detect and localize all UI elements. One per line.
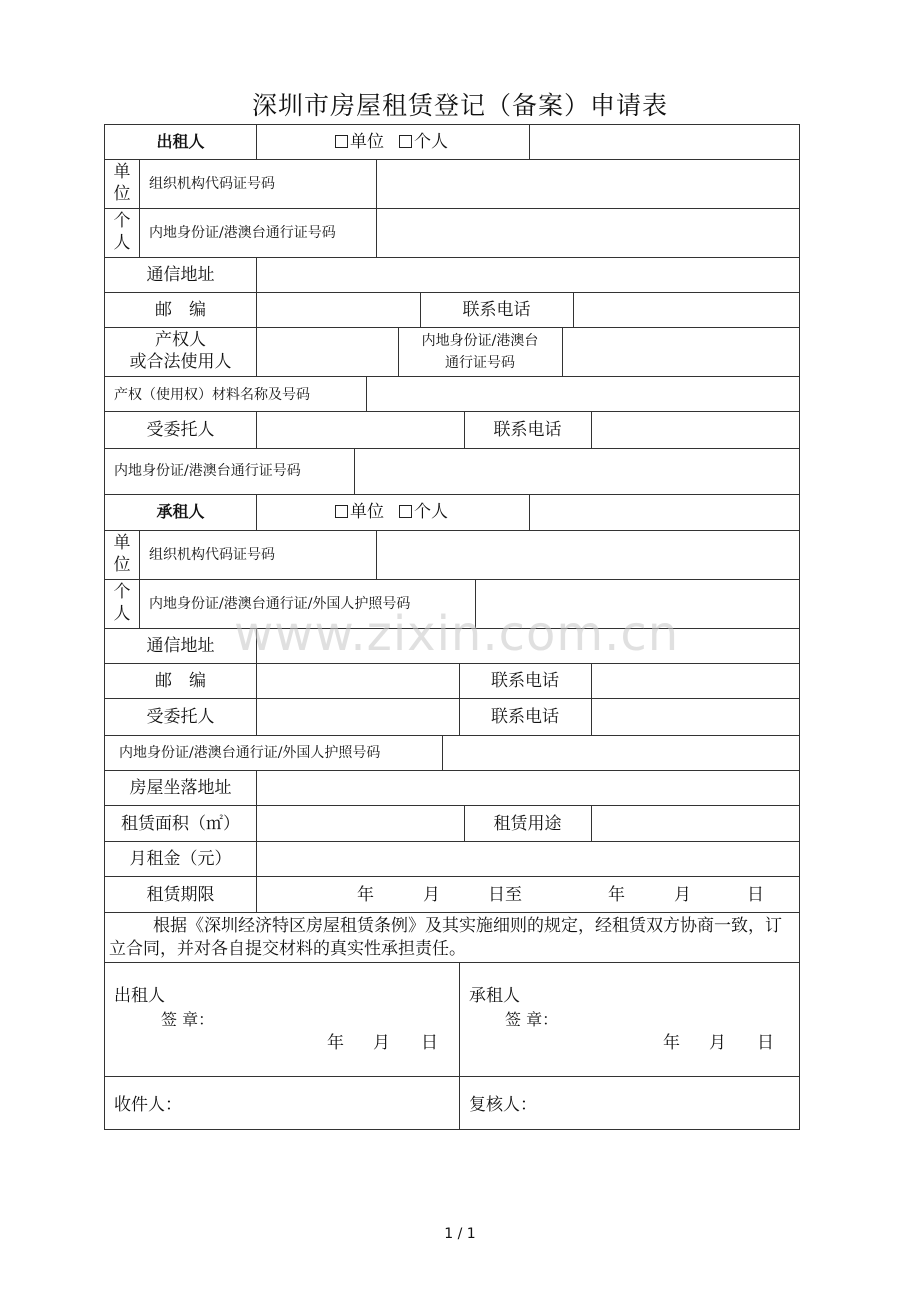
lessor-person-id-field[interactable] — [377, 209, 799, 257]
lessee-address-label: 通信地址 — [146, 636, 215, 656]
lessor-owner-id-label: 内地身份证/港澳台 通行证号码 — [421, 333, 539, 371]
lessor-sign-day: 日 — [421, 1033, 438, 1053]
rental-usage-field[interactable] — [592, 806, 799, 841]
lessee-heading: 承租人 — [156, 502, 205, 521]
lessee-unit-code-label: 组织机构代码证号码 — [149, 547, 275, 563]
checkbox-icon — [399, 505, 412, 518]
property-location-field[interactable] — [257, 771, 799, 805]
lessee-signature-label: 承租人 — [469, 986, 520, 1006]
lessee-agent-id-field[interactable] — [443, 736, 799, 770]
lessee-sign-year: 年 — [663, 1033, 680, 1053]
lessor-owner-field[interactable] — [257, 328, 398, 376]
lessor-agent-phone-label: 联系电话 — [493, 420, 562, 440]
checkbox-icon — [335, 135, 348, 148]
page-number: 1 / 1 — [444, 1226, 476, 1242]
lessor-unit-code-field[interactable] — [377, 160, 799, 208]
lessor-option-person[interactable]: 个人 — [399, 132, 448, 152]
lessee-agent-phone-field[interactable] — [592, 699, 799, 735]
period-end-day: 日 — [747, 885, 764, 905]
lessor-postcode-label: 邮 编 — [155, 300, 206, 320]
lessor-agent-id-field[interactable] — [355, 449, 799, 494]
lessee-phone-field[interactable] — [592, 664, 799, 698]
lessor-agent-id-label: 内地身份证/港澳台通行证号码 — [114, 463, 301, 479]
lessor-option-unit[interactable]: 单位 — [335, 132, 384, 152]
reviewer-label: 复核人： — [469, 1095, 537, 1115]
rental-area-label: 租赁面积（㎡） — [121, 814, 240, 834]
lessor-signature-label: 出租人 — [114, 986, 165, 1006]
lessee-sign-day: 日 — [757, 1033, 774, 1053]
lessor-postcode-field[interactable] — [257, 293, 420, 327]
lessor-owner-id-field[interactable] — [563, 328, 799, 376]
lessor-agent-phone-field[interactable] — [592, 412, 799, 448]
reviewer-field[interactable] — [460, 1077, 799, 1129]
rental-period-label: 租赁期限 — [146, 885, 215, 905]
lessee-postcode-label: 邮 编 — [155, 671, 206, 691]
monthly-rent-label: 月租金（元） — [129, 849, 232, 869]
lessee-signature-area[interactable] — [460, 963, 799, 1076]
lessee-agent-phone-label: 联系电话 — [491, 707, 559, 727]
rental-area-field[interactable] — [257, 806, 464, 841]
period-end-month: 月 — [674, 885, 691, 905]
lessor-agent-field[interactable] — [257, 412, 464, 448]
lessee-sign-month: 月 — [709, 1033, 726, 1053]
lessor-unit-side-label: 单 位 — [113, 162, 131, 204]
lessor-address-field[interactable] — [257, 258, 799, 292]
lessor-phone-field[interactable] — [574, 293, 799, 327]
page-title: 深圳市房屋租赁登记（备案）申请表 — [251, 91, 668, 120]
lessee-agent-id-label: 内地身份证/港澳台通行证/外国人护照号码 — [119, 745, 381, 761]
checkbox-icon — [335, 505, 348, 518]
period-start-year: 年 — [357, 885, 374, 905]
lessor-unit-code-label: 组织机构代码证号码 — [149, 176, 275, 192]
period-end-year: 年 — [608, 885, 625, 905]
lessee-type-blank[interactable] — [529, 494, 799, 530]
lessor-heading: 出租人 — [156, 132, 205, 151]
checkbox-icon — [399, 135, 412, 148]
lessor-person-id-label: 内地身份证/港澳台通行证号码 — [149, 225, 336, 241]
property-location-label: 房屋坐落地址 — [129, 778, 232, 798]
lessor-sign-month: 月 — [373, 1033, 390, 1053]
lessee-unit-side-label: 单 位 — [113, 533, 131, 575]
lessee-agent-label: 受委托人 — [146, 707, 215, 727]
rental-usage-label: 租赁用途 — [493, 814, 562, 834]
lessor-address-label: 通信地址 — [146, 265, 215, 285]
lessee-option-unit[interactable]: 单位 — [335, 502, 384, 522]
lessee-postcode-field[interactable] — [257, 664, 459, 698]
lessor-phone-label: 联系电话 — [462, 300, 531, 320]
watermark: www.zixin.com.cn — [234, 606, 680, 662]
lessee-unit-code-field[interactable] — [377, 531, 799, 579]
lessor-signature-area[interactable] — [105, 963, 459, 1076]
monthly-rent-field[interactable] — [257, 842, 799, 876]
lessee-seal-label: 签 章： — [505, 1010, 559, 1029]
lessor-type-blank[interactable] — [529, 125, 799, 159]
lessor-property-doc-label: 产权（使用权）材料名称及号码 — [114, 387, 310, 403]
lessor-sign-year: 年 — [327, 1033, 344, 1053]
lessor-seal-label: 签 章： — [161, 1010, 215, 1029]
lessor-agent-label: 受委托人 — [146, 420, 215, 440]
receiver-field[interactable] — [105, 1077, 459, 1129]
lessor-person-side-label: 个 人 — [113, 211, 131, 253]
lessor-property-doc-field[interactable] — [367, 377, 799, 411]
rental-period-field[interactable] — [257, 877, 799, 912]
lessee-option-person[interactable]: 个人 — [399, 502, 448, 522]
lessee-phone-label: 联系电话 — [491, 671, 559, 691]
lessee-person-id-label: 内地身份证/港澳台通行证/外国人护照号码 — [149, 596, 411, 612]
lessee-person-side-label: 个 人 — [113, 582, 131, 624]
lessee-agent-field[interactable] — [257, 699, 459, 735]
period-start-month: 月 — [423, 885, 440, 905]
period-start-day: 日至 — [488, 885, 522, 905]
declaration-text: 根据《深圳经济特区房屋租赁条例》及其实施细则的规定，经租赁双方协商一致，订立合同，并对各自提交材料的真实性承担责任。 — [109, 916, 782, 959]
receiver-label: 收件人： — [114, 1095, 182, 1115]
lessor-owner-label: 产权人 或合法使用人 — [129, 330, 232, 372]
